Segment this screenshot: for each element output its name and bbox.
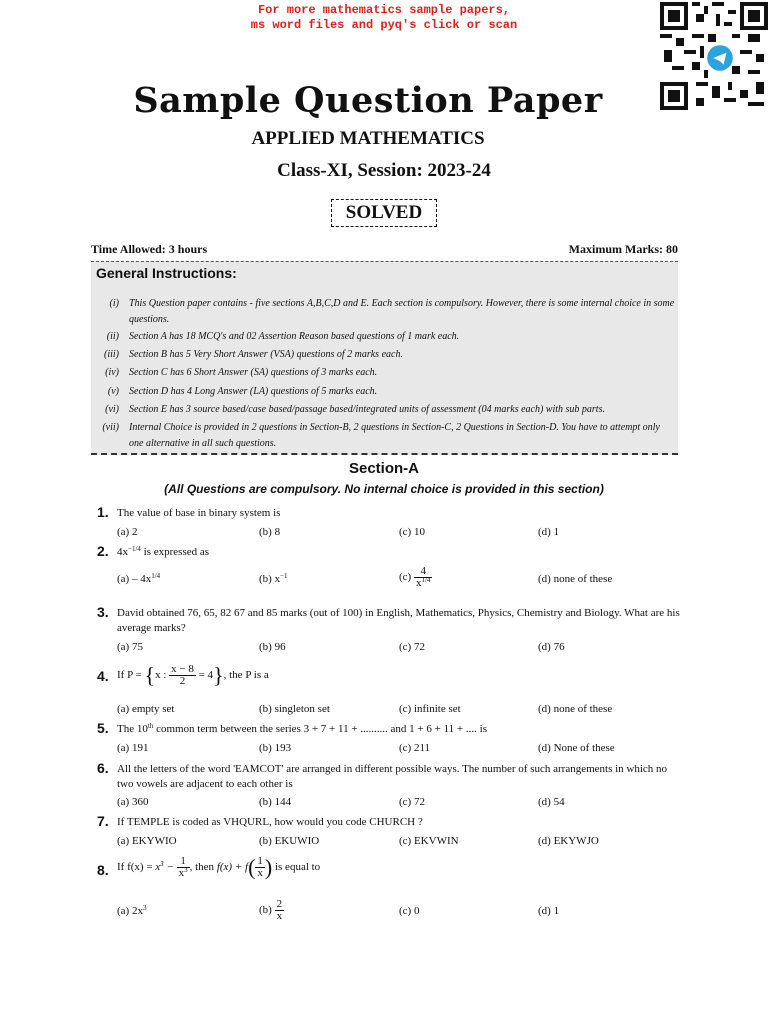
option-c: (c) 72 — [399, 796, 425, 808]
option-a: (a) empty set — [117, 703, 175, 715]
question-text-part: If f(x) = — [117, 861, 156, 874]
option-text: (c) — [399, 571, 412, 584]
instruction-text: Section B has 5 Very Short Answer (VSA) questions of 2 marks each. — [129, 349, 403, 360]
question-number: 4. — [97, 668, 109, 684]
fraction-denominator — [414, 578, 432, 589]
option-d: (d) 54 — [538, 796, 565, 808]
fraction-numerator: 1 — [257, 855, 263, 867]
question-text — [117, 664, 681, 687]
fraction-denominator: $x^3$ — [178, 866, 188, 879]
fraction-numerator: 4 — [414, 566, 432, 578]
option-a: (a) 2 — [117, 526, 138, 538]
option-c: (c) 0 — [399, 905, 420, 917]
fraction — [255, 856, 265, 879]
option-c: (c) 72 — [399, 641, 425, 653]
option-d: (d) None of these — [538, 742, 615, 754]
question-text-part: 4x — [117, 546, 128, 558]
option-a: (a) 360 — [117, 796, 149, 808]
section-title: Section-A — [348, 460, 419, 477]
option-c: (c) 211 — [399, 742, 431, 754]
question-number: 3. — [97, 604, 109, 620]
question-text: All the letters of the word 'EAMCOT' are arranged in different possible ways. The number of such arrangements in which no two vowels are adjacent to each other is — [117, 763, 668, 790]
instruction-number: (iii) — [104, 349, 119, 360]
instruction-text: Section C has 6 Short Answer (SA) questions of 3 marks each. — [129, 367, 378, 378]
fraction — [414, 566, 432, 589]
option-b: (b) singleton set — [259, 703, 330, 715]
fraction-numerator: 2 — [276, 898, 283, 910]
exponent: −1 — [280, 572, 288, 580]
set-condition: = 4 — [198, 669, 214, 682]
option-b: (b) 193 — [259, 742, 292, 754]
option-b — [259, 573, 288, 585]
option-d: (d) 76 — [538, 641, 565, 653]
exponent: 3 — [142, 904, 147, 912]
question-text-part: , the P is a — [223, 669, 269, 682]
option-a: (a) 191 — [117, 742, 149, 754]
question-number: 8. — [97, 862, 109, 878]
solved-badge: SOLVED — [331, 199, 437, 227]
question-text — [117, 545, 681, 560]
instruction-number: (v) — [107, 386, 119, 397]
fraction — [275, 899, 285, 922]
option-a — [117, 905, 146, 917]
question-number: 5. — [97, 720, 109, 736]
instruction-number: (iv) — [105, 367, 119, 378]
option-b — [259, 899, 284, 922]
question-text-part: is expressed as — [140, 546, 210, 558]
question-number: 6. — [97, 760, 109, 776]
question-number: 2. — [97, 543, 109, 559]
question-text-part: is equal to — [272, 861, 321, 874]
option-d: (d) 1 — [538, 905, 560, 917]
option-d: (d) none of these — [538, 573, 613, 585]
paren-close: ) — [264, 854, 273, 880]
question-text — [117, 722, 681, 737]
option-a: (a) EKYWIO — [117, 835, 177, 847]
fraction-numerator: x − 8 — [171, 663, 194, 675]
fraction — [169, 664, 196, 687]
instruction-number: (vi) — [105, 404, 119, 415]
instruction-text: Internal Choice is provided in 2 questions in Section-B, 2 questions in Section-C, 2 Questions in Section-D. You have to attempt only one alternative in all such questions. — [129, 422, 660, 449]
subject-heading: APPLIED MATHEMATICS — [251, 128, 485, 149]
time-allowed: Time Allowed: 3 hours — [91, 242, 208, 256]
promo-line-1: For more mathematics sample papers, — [257, 3, 511, 17]
question-text: David obtained 76, 65, 82 67 and 85 marks (out of 100) in English, Mathematics, Physics, Chemistry and Biology. What are his average marks? — [117, 607, 680, 634]
promo-line-2: ms word files and pyq's click or scan — [250, 18, 518, 32]
option-c: (c) 10 — [399, 526, 425, 538]
brace-open: { — [144, 662, 156, 688]
question-text: If TEMPLE is coded as VHQURL, how would you code CHURCH ? — [117, 816, 423, 828]
option-b: (b) EKUWIO — [259, 835, 320, 847]
option-d: (d) 1 — [538, 526, 560, 538]
paren-open: ( — [248, 854, 256, 880]
exponent: 1/4 — [421, 576, 431, 584]
fraction-denominator: 2 — [179, 675, 186, 687]
question-text: The value of base in binary system is — [117, 507, 281, 519]
fraction — [177, 856, 190, 879]
option-d: (d) EKYWJO — [538, 835, 599, 847]
exponent: −1/4 — [128, 545, 141, 553]
question-number: 1. — [97, 504, 109, 520]
option-text: (b) x — [259, 573, 281, 585]
exponent: 1/4 — [151, 572, 161, 580]
instruction-number: (i) — [109, 298, 119, 309]
instruction-text: Section D has 4 Long Answer (LA) questions of 5 marks each. — [129, 386, 378, 397]
general-instructions-box — [91, 261, 678, 455]
instruction-number: (vii) — [102, 422, 119, 433]
function-expression: f(x) + f — [216, 861, 249, 874]
question-text-part: common term between the series 3 + 7 + 11 + .......... and 1 + 6 + 11 + .... is — [153, 723, 487, 735]
option-b: (b) 144 — [259, 796, 292, 808]
maximum-marks: Maximum Marks: 80 — [568, 242, 678, 256]
option-c: (c) infinite set — [399, 703, 461, 715]
denominator-base: x — [415, 577, 422, 589]
section-note: (All Questions are compulsory. No internal choice is provided in this section) — [164, 482, 604, 496]
promo-banner[interactable] — [200, 3, 568, 33]
set-variable: x : — [155, 669, 167, 682]
session-heading: Class-XI, Session: 2023-24 — [277, 160, 491, 181]
instruction-text: Section E has 3 source based/case based/passage based/integrated units of assessment (04 marks each) with sub parts. — [129, 404, 605, 415]
superscript: th — [147, 722, 154, 730]
option-text: (b) — [259, 904, 272, 917]
fraction-denominator: x — [257, 867, 263, 879]
option-d: (d) none of these — [538, 703, 613, 715]
fraction-denominator: x — [276, 910, 283, 922]
question-text: If $f(x) = x^3$ − $\frac{1}{x^3}$ , then f(x) + f( $\frac{1}{x}$ ) is equal to — [117, 854, 321, 880]
option-c: (c) EKVWIN — [399, 835, 459, 847]
instructions-heading: General Instructions: — [96, 265, 237, 281]
fraction-numerator: 1 — [177, 856, 190, 868]
question-text-part: The 10 — [117, 723, 148, 735]
option-c — [399, 566, 432, 589]
option-text: (a) 2x — [117, 905, 143, 917]
option-text: (a) – 4x — [117, 573, 152, 585]
instruction-text: This Question paper contains - five sections A,B,C,D and E. Each section is compulsory. However, there is some internal choice in some questions. — [129, 298, 675, 325]
option-b: (b) 8 — [259, 526, 281, 538]
option-a — [117, 573, 160, 585]
question-text-part: If P = — [117, 669, 145, 682]
instruction-text: Section A has 18 MCQ's and 02 Assertion Reason based questions of 1 mark each. — [129, 331, 460, 342]
page-title: Sample Question Paper — [133, 80, 603, 121]
instruction-number: (ii) — [106, 331, 119, 342]
option-a: (a) 75 — [117, 641, 143, 653]
option-b: (b) 96 — [259, 641, 286, 653]
question-number: 7. — [97, 813, 109, 829]
brace-close: } — [213, 662, 224, 688]
math-x-cubed: $x^3$ − — [155, 860, 177, 874]
